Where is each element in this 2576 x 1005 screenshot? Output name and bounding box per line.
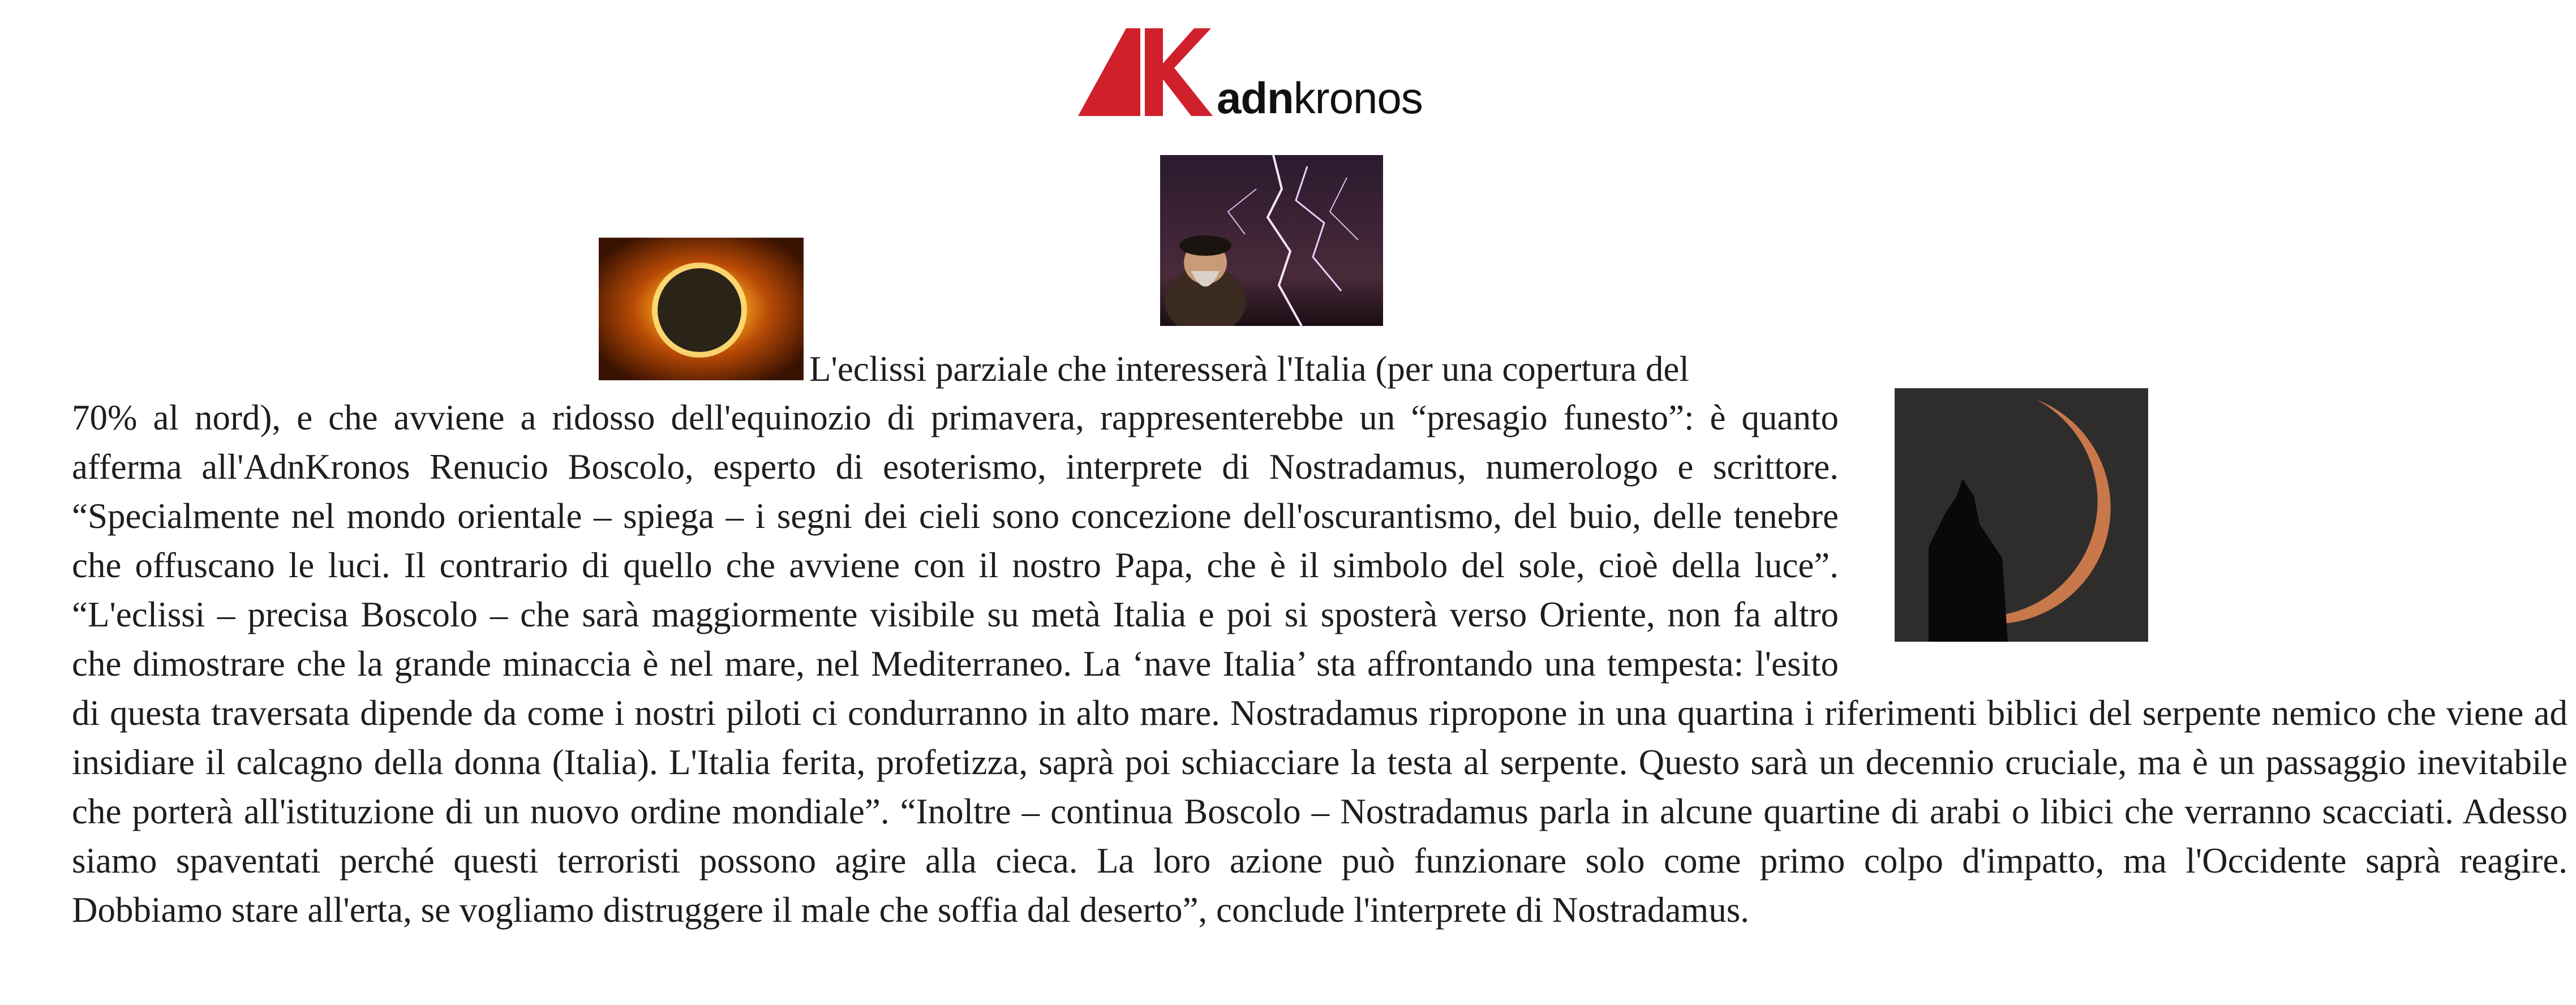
- article-line: che offuscano le luci. Il contrario di quello che avviene con il nostro Papa, che è il simbolo del sole, cioè della luce”.: [72, 546, 1839, 585]
- article-line: siamo spaventati perché questi terroristi possono agire alla cieca. La loro azione può funzionare solo come primo colpo d'impatto, ma l'Occidente saprà reagire.: [72, 841, 2568, 881]
- adnkronos-logo: [1078, 28, 1440, 124]
- adnkronos-wordmark: adnkronos: [1217, 73, 1423, 123]
- article-line: “Specialmente nel mondo orientale – spiega – i segni dei cieli sono concezione dell'oscurantismo, del buio, delle tenebre: [72, 496, 1839, 536]
- article-line: “L'eclissi – precisa Boscolo – che sarà maggiormente visibile su metà Italia e poi si sposterà verso Oriente, non fa altro: [72, 595, 1839, 634]
- article-line: 70% al nord), e che avviene a ridosso dell'equinozio di primavera, rappresenterebbe un “presagio funesto”: è quanto: [72, 398, 1839, 437]
- article-line: L'eclissi parziale che interesserà l'Italia (per una copertura del: [809, 349, 1689, 389]
- adnkronos-logo-mark: [1078, 28, 1214, 124]
- article-line: Dobbiamo stare all'erta, se vogliamo distruggere il male che soffia dal deserto”, conclude l'interprete di Nostradamus.: [72, 890, 1750, 930]
- article-line: che dimostrare che la grande minaccia è nel mare, nel Mediterraneo. La ‘nave Italia’ sta affrontando una tempesta: l'esito: [72, 644, 1839, 684]
- wolf-moon-photo: [1895, 388, 2148, 642]
- article-line: che porterà all'istituzione di un nuovo ordine mondiale”. “Inoltre – continua Boscolo – Nostradamus parla in alcune quartine di arabi o libici che verranno scacciati. Adesso: [72, 792, 2568, 831]
- nostradamus-lightning-photo: [1160, 155, 1383, 326]
- eclipse-photo: [599, 238, 804, 380]
- article-line: di questa traversata dipende da come i nostri piloti ci condurranno in alto mare. Nostradamus ripropone in una quartina i riferimenti biblici del serpente nemico che viene ad: [72, 693, 2568, 733]
- article-line: afferma all'AdnKronos Renucio Boscolo, esperto di esoterismo, interprete di Nostradamus, numerologo e scrittore.: [72, 447, 1839, 487]
- article-line: insidiare il calcagno della donna (Italia). L'Italia ferita, profetizza, saprà poi schiacciare la testa al serpente. Questo sarà un decennio cruciale, ma è un passaggio inevitabile: [72, 742, 2568, 782]
